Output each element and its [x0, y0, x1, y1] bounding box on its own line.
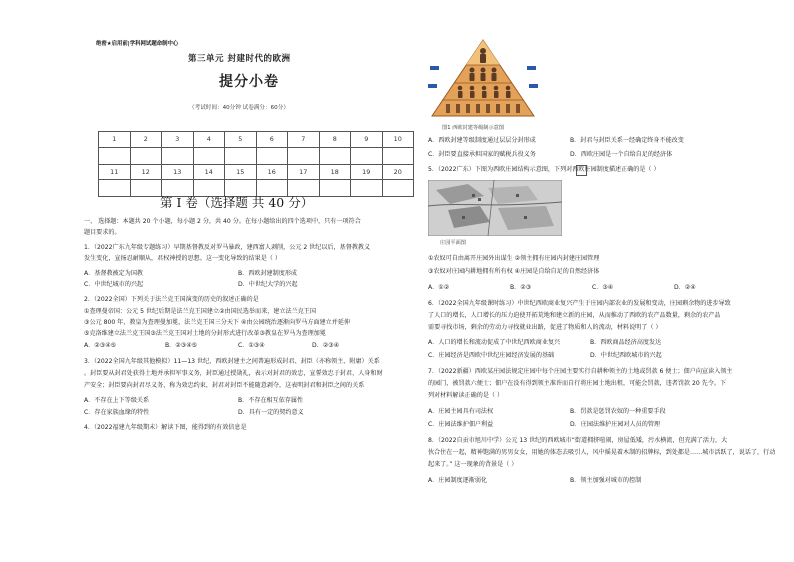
- question-7: 7．（2022新疆）西欧某庄园法规定庄园中每个庄园主要实行自耕种领主的土地或罚款 6 便士；佃户向宣读入领主: [428, 368, 733, 375]
- answer-blank-cell[interactable]: [256, 147, 288, 164]
- answer-blank-cell[interactable]: [319, 180, 351, 197]
- answer-blank-cell[interactable]: [193, 147, 225, 164]
- option[interactable]: C．存在家族血缘的特性: [84, 409, 150, 416]
- question-8: 起来了。” 这一现象的背景是（ ）: [428, 461, 518, 468]
- question-2: 2．（2022全国）下列关于法兰克王国演变的历史的叙述正确的是: [84, 296, 259, 303]
- option[interactable]: A．庄园主园具有司法权: [428, 408, 494, 415]
- question-8: 8．（2022自贡市旭川中学）公元 13 世纪的西欧城市“街道拥挤喧闹，房屋低矮，污水横流，但充满了活力，大: [428, 437, 728, 444]
- question-2: ①查理曼帝国：公元 5 世纪后期是法兰克王国建立②由国民选举而来，建立法兰克王国: [84, 308, 316, 315]
- question-6: 需要寻找市场，剩余的劳动力寻找就业出路，促进了物质和人的流动，材料说明了（ ）: [428, 324, 662, 331]
- option[interactable]: C．③④: [592, 284, 614, 291]
- question-7: 的园门，被罚款六便士；佃户在没有得到领主准许而自行将庄园土地出租，可能会罚款，违者罚款 20 先令。下: [428, 380, 727, 387]
- answer-grid: [98, 131, 414, 197]
- option[interactable]: C．庄园经济是西欧中世纪庄园经济发展的基础: [428, 352, 555, 359]
- question-7: 列对材料解读正确的是（ ）: [428, 392, 504, 399]
- question-1: 发生变化，宣扬忍耐顺从，君权神授的思想。这一变化导致的结果是（ ）: [84, 255, 281, 262]
- question-5-statement: ①农奴可自由离开庄园外出谋生 ②领主拥有庄园内封建庄园管理: [428, 255, 600, 262]
- answer-grid-cell: 20: [382, 164, 414, 180]
- answer-blank-cell[interactable]: [382, 180, 414, 197]
- answer-grid-cell: 19: [351, 164, 383, 180]
- answer-blank-cell[interactable]: [193, 180, 225, 197]
- option[interactable]: B．西欧封建制度形成: [238, 270, 298, 277]
- option[interactable]: B．②③: [510, 284, 532, 291]
- answer-blank-cell[interactable]: [288, 180, 320, 197]
- answer-grid-cell: 7: [288, 132, 320, 148]
- feudal-pyramid-figure: [428, 38, 538, 120]
- question-6: 6．（2022全国九年级课时练习）中世纪西欧商业复兴产生于庄园内部农业的发展和变动，庄园剩余物的进步导致: [428, 300, 731, 307]
- question-6: 了人口的增长，人口增长的压力迫使开拓荒地和建立新的庄园，从而推动了西欧的农产品数量，剩余的农产品: [428, 312, 721, 319]
- question-8: 伙合住在一起，精神饱满的男男女女，用她的体态去吸引人，风中摇晃着木制的招牌标，到处都是……城市活跃了，说话了，行动: [428, 449, 776, 456]
- answer-grid-row: [99, 164, 414, 180]
- option[interactable]: A．①②: [428, 284, 450, 291]
- answer-blank-cell[interactable]: [162, 180, 194, 197]
- manor-plan-figure: [428, 180, 562, 236]
- answer-blank-row: [99, 180, 414, 197]
- option[interactable]: C．中世纪城市的兴起: [84, 281, 144, 288]
- figure-2-caption: 庄园平面图: [440, 240, 466, 246]
- option[interactable]: B．②③④⑤: [165, 342, 198, 349]
- option[interactable]: B．罚款是惩罚农奴的一种重要手段: [570, 408, 666, 415]
- answer-blank-cell[interactable]: [130, 147, 162, 164]
- option[interactable]: D．②④: [674, 284, 696, 291]
- answer-grid-cell: 3: [162, 132, 194, 148]
- answer-blank-cell[interactable]: [382, 147, 414, 164]
- question-5-statement: ③农奴对庄园内耕地拥有所有权 ④庄园是自给自足的自然经济体: [428, 268, 600, 275]
- question-2: ⑤克洛维建立法兰克王国③法兰克王国对土地的分封形式进行改革③教皇在罗马为查理加冕: [84, 330, 326, 337]
- question-5: 5．（2022广东）下图为西欧庄园结构示意图，下列对西欧庄园制度描述正确的是（ ）: [428, 166, 660, 173]
- option[interactable]: A．不存在上下等级关系: [84, 397, 150, 404]
- option[interactable]: A．人口的增长和流动促成了中世纪西欧商业复兴: [428, 339, 561, 346]
- answer-blank-cell[interactable]: [351, 147, 383, 164]
- section-intro: 一、 选择题：本题共 20 个小题，每小题 2 分，共 40 分。在每小题给出的四个选项中，只有一项符合: [84, 218, 361, 225]
- confidential-line: 绝密★启用前|学科网试题命制中心: [96, 41, 179, 47]
- answer-grid-cell: 6: [256, 132, 288, 148]
- paper-title: 提分小卷: [219, 74, 279, 90]
- answer-blank-cell[interactable]: [288, 147, 320, 164]
- option[interactable]: D．中世纪大学的兴起: [238, 281, 298, 288]
- answer-grid-cell: 15: [225, 164, 257, 180]
- option[interactable]: C．庄园法维护佃户利益: [428, 421, 494, 428]
- answer-grid-cell: 18: [319, 164, 351, 180]
- option[interactable]: C．①③④: [238, 342, 265, 349]
- answer-grid-cell: 17: [288, 164, 320, 180]
- option[interactable]: D．②③④: [312, 342, 340, 349]
- exam-meta: （考试时间：40分钟 试卷满分：60分）: [189, 105, 289, 111]
- option[interactable]: B．封君与封臣关系一经确定终身不能改变: [570, 137, 684, 144]
- option[interactable]: A．基督教被定为国教: [84, 270, 144, 277]
- option[interactable]: A．庄园制度逐渐弱化: [428, 477, 488, 484]
- unit-title: 第三单元 封建时代的欧洲: [188, 54, 291, 64]
- answer-blank-cell[interactable]: [99, 147, 131, 164]
- answer-grid-cell: 14: [193, 164, 225, 180]
- option[interactable]: A．西欧封建等级制度通过层层分封形成: [428, 137, 536, 144]
- answer-grid-cell: 13: [162, 164, 194, 180]
- question-4: 4．（2022福建九年级期末）解读下图，能得到的有效信息是: [84, 424, 247, 431]
- answer-blank-cell[interactable]: [225, 180, 257, 197]
- answer-grid-cell: 9: [351, 132, 383, 148]
- section-intro: 题目要求的。: [84, 229, 121, 236]
- answer-blank-cell[interactable]: [162, 147, 194, 164]
- answer-grid-cell: 5: [225, 132, 257, 148]
- answer-grid-cell: 11: [99, 164, 131, 180]
- answer-grid-row: [99, 132, 414, 148]
- answer-blank-cell[interactable]: [130, 180, 162, 197]
- option[interactable]: D．中世纪西欧城市的兴起: [590, 352, 662, 359]
- answer-grid-cell: 12: [130, 164, 162, 180]
- section-title: 第 I 卷（选择题 共 40 分）: [160, 195, 314, 210]
- question-3: 产安全；封臣要向封君尽义务，称为效忠约束，封君对封臣不能随意剥夺，这表明封君和封臣之间的关系: [84, 382, 365, 389]
- option[interactable]: B．西欧商品经济高度发达: [590, 339, 662, 346]
- answer-grid-cell: 16: [256, 164, 288, 180]
- option[interactable]: B．领主加强对城市的控制: [570, 477, 642, 484]
- answer-grid-cell: 1: [99, 132, 131, 148]
- question-3: 3．（2022全国九年级其他模拟）11—13 世纪，西欧封建主之间普遍形成封君、封臣（亦称领主、附庸）关系: [84, 358, 380, 365]
- answer-grid-cell: 8: [319, 132, 351, 148]
- answer-grid-cell: 2: [130, 132, 162, 148]
- answer-grid-cell: 10: [382, 132, 414, 148]
- question-3: 。封臣要从封君处获得土地并承担军事义务，封臣通过授勋礼，表示对封君的效忠，宣誓效忠于封君，人身和财: [84, 370, 383, 377]
- answer-blank-cell[interactable]: [351, 180, 383, 197]
- option[interactable]: B．不存在相互依存属性: [238, 397, 304, 404]
- answer-blank-row: [99, 147, 414, 164]
- answer-blank-cell[interactable]: [256, 180, 288, 197]
- answer-grid-cell: 4: [193, 132, 225, 148]
- answer-box[interactable]: [576, 165, 587, 176]
- answer-blank-cell[interactable]: [225, 147, 257, 164]
- option[interactable]: A．②③④⑤: [84, 342, 117, 349]
- option[interactable]: D．具有一定的契约意义: [238, 409, 304, 416]
- option[interactable]: D．庄园法维护庄园对人员的管理: [570, 421, 661, 428]
- option[interactable]: D．西欧庄园是一个自给自足的经济体: [570, 151, 673, 158]
- answer-blank-cell[interactable]: [319, 147, 351, 164]
- question-2: ③公元 800 年，教皇为查理曼加冕，法兰克王国三分天下 ④由公园统治逐渐向罗马方面建立并延伸: [84, 319, 351, 326]
- figure-1-caption: 图1 西欧封建等级制示意图: [442, 125, 505, 131]
- option[interactable]: C．封臣要直接承担国家的赋税兵役义务: [428, 151, 536, 158]
- question-1: 1．（2022广东九年级专题练习）早期基督教反对罗马暴政，建西富人剥削，公元 2 世纪以后，基督教教义: [84, 244, 371, 251]
- answer-blank-cell[interactable]: [99, 180, 131, 197]
